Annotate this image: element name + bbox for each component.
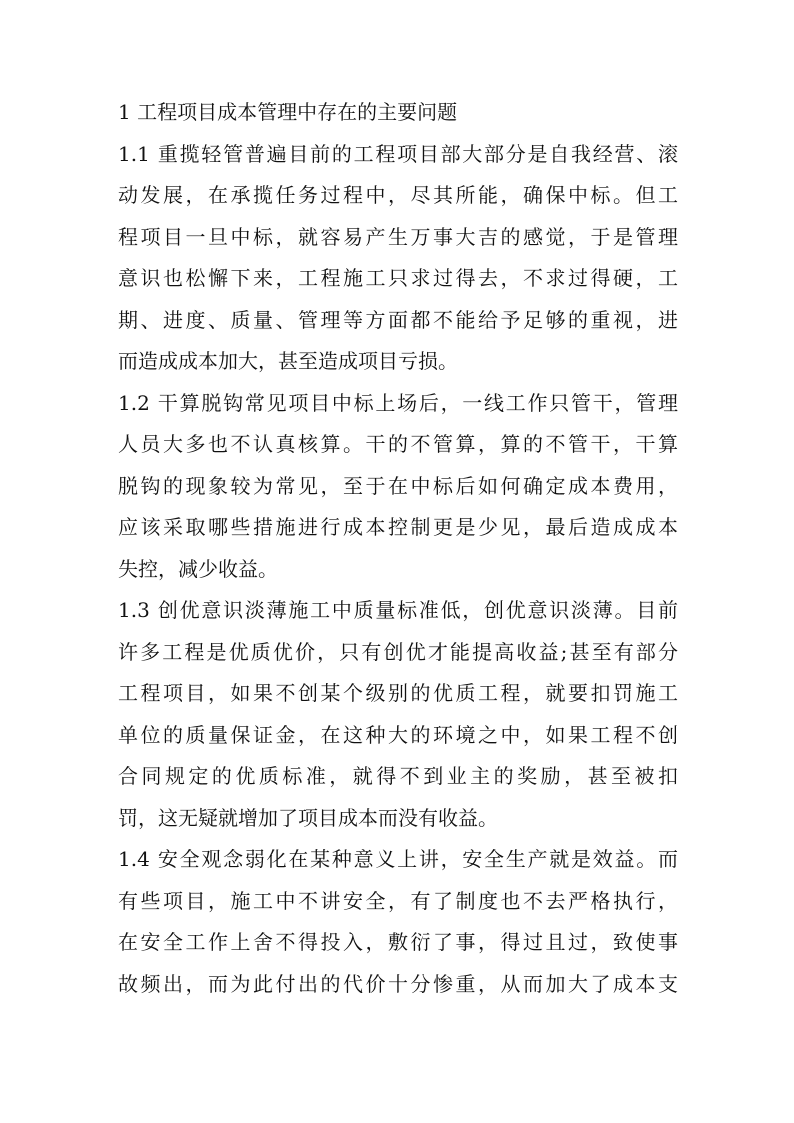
paragraph-line: 应该采取哪些措施进行成本控制更是少见，最后造成成本 <box>118 515 678 539</box>
paragraph-line: 意识也松懈下来，工程施工只求过得去，不求过得硬，工 <box>118 266 678 290</box>
paragraph-line: 在安全工作上舍不得投入，敷衍了事，得过且过，致使事 <box>118 930 678 954</box>
paragraph-line: 1.4 安全观念弱化在某种意义上讲，安全生产就是效益。而 <box>118 847 678 871</box>
paragraph-line: 脱钩的现象较为常见，至于在中标后如何确定成本费用， <box>118 473 678 498</box>
paragraph-line: 动发展，在承揽任务过程中，尽其所能，确保中标。但工 <box>118 183 678 207</box>
document-body <box>118 92 678 1005</box>
paragraph-line: 失控，减少收益。 <box>118 556 278 581</box>
paragraph-line: 1.1 重揽轻管普遍目前的工程项目部大部分是自我经营、滚 <box>118 141 678 166</box>
paragraph-line: 1.3 创优意识淡薄施工中质量标准低，创优意识淡薄。目前 <box>118 598 678 622</box>
paragraph-line: 有些项目，施工中不讲安全，有了制度也不去严格执行， <box>118 888 678 913</box>
paragraph-line: 而造成成本加大，甚至造成项目亏损。 <box>118 349 458 373</box>
section-1-2 <box>118 383 678 591</box>
paragraph-line: 工程项目，如果不创某个级别的优质工程，就要扣罚施工 <box>118 681 678 705</box>
paragraph-line: 1.2 干算脱钩常见项目中标上场后，一线工作只管干，管理 <box>118 390 678 415</box>
paragraph-line: 期、进度、质量、管理等方面都不能给予足够的重视，进 <box>118 307 678 332</box>
section-1-1 <box>118 134 678 383</box>
paragraph-line: 许多工程是优质优价，只有创优才能提高收益;甚至有部分 <box>118 639 678 664</box>
paragraph-line: 故频出，而为此付出的代价十分惨重，从而加大了成本支 <box>118 971 678 996</box>
paragraph-line: 罚，这无疑就增加了项目成本而没有收益。 <box>118 805 498 830</box>
paragraph-line: 合同规定的优质标准，就得不到业主的奖励，甚至被扣 <box>118 764 678 788</box>
section-1-4 <box>118 839 678 1005</box>
section-1-3 <box>118 590 678 839</box>
paragraph-line: 程项目一旦中标，就容易产生万事大吉的感觉，于是管理 <box>118 224 678 249</box>
document-title: 1 工程项目成本管理中存在的主要问题 <box>118 100 458 124</box>
paragraph-line: 单位的质量保证金，在这种大的环境之中，如果工程不创 <box>118 722 678 747</box>
paragraph-line: 人员大多也不认真核算。干的不管算，算的不管干，干算 <box>118 432 678 456</box>
